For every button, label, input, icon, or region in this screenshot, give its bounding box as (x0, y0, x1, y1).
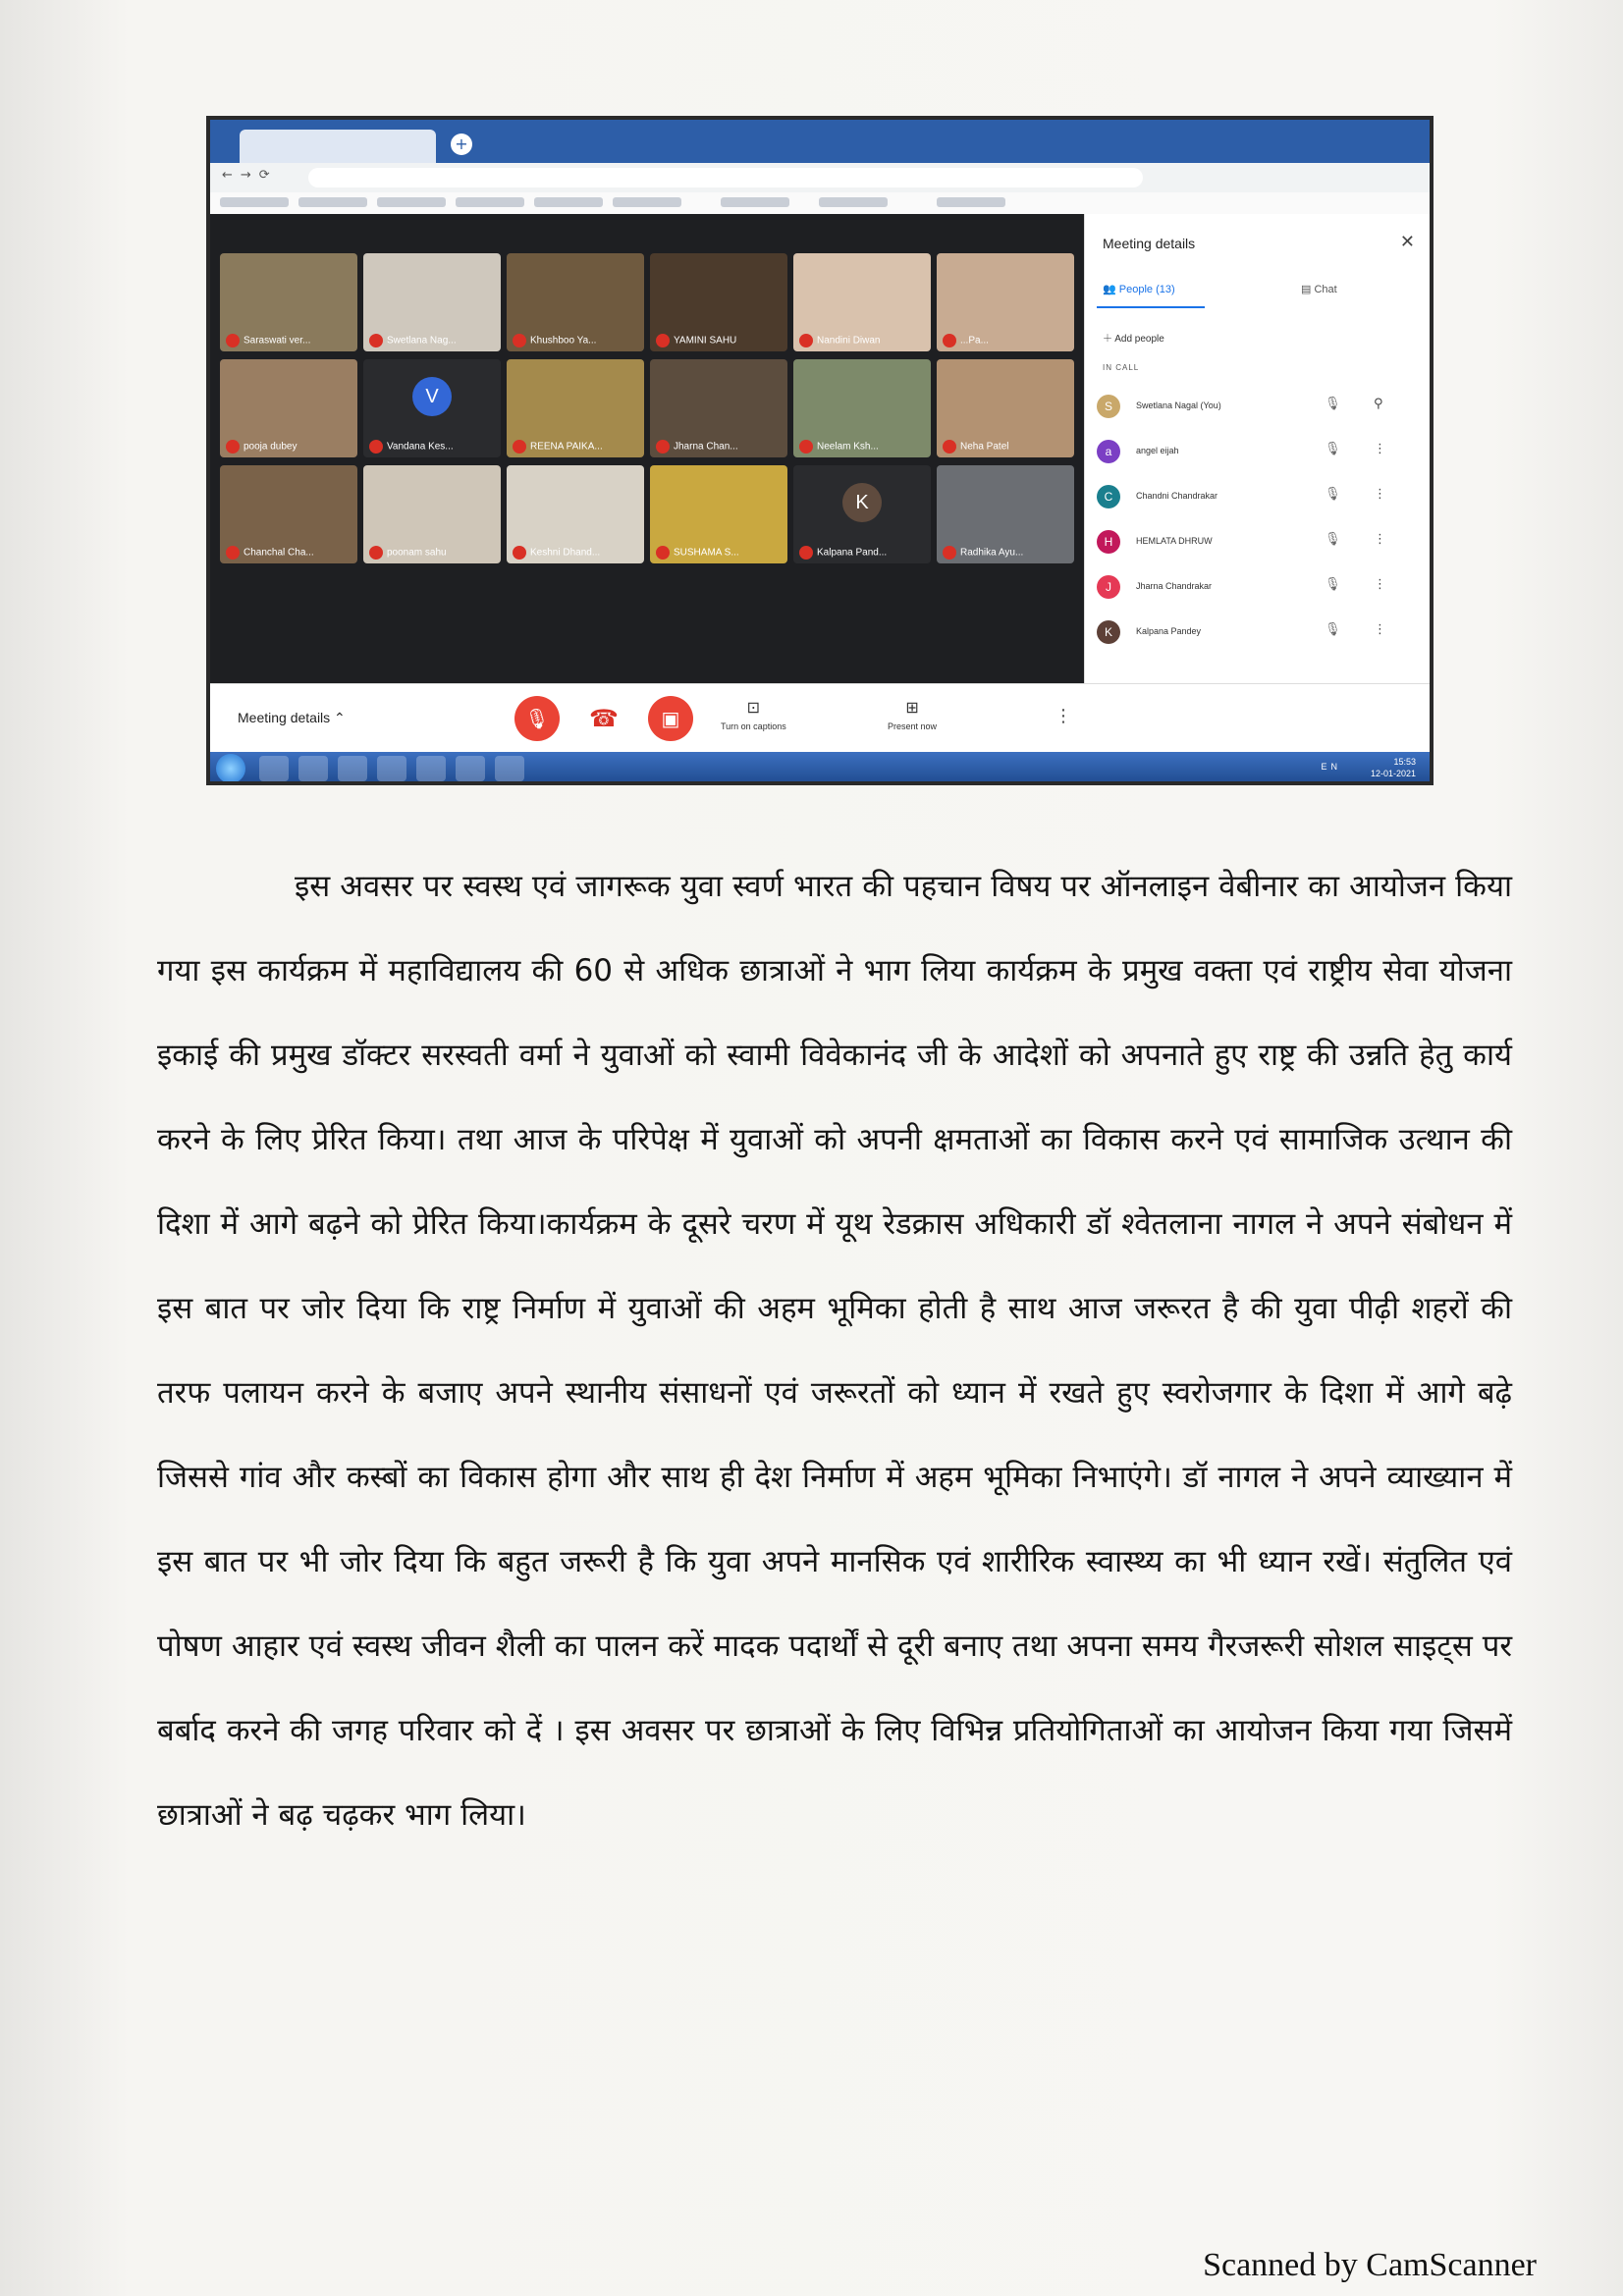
captions-button (721, 698, 786, 731)
meeting-details-label: Meeting details (238, 710, 331, 725)
avatar: J (1097, 575, 1120, 599)
video-tile (650, 465, 787, 563)
address-bar (210, 163, 1430, 193)
mic-muted-icon (513, 440, 526, 454)
mic-muted-icon (369, 334, 383, 347)
tile-name (513, 546, 600, 560)
pin-icon: ⚲ (1374, 397, 1383, 411)
video-tile (220, 359, 357, 457)
avatar: H (1097, 530, 1120, 554)
participant-name: HEMLATA DHRUW (1136, 536, 1213, 546)
mic-muted-icon: 🎙 (1325, 532, 1341, 547)
mic-muted-icon (656, 440, 670, 454)
video-tile (937, 359, 1074, 457)
more-options-icon: ⋮ (1374, 442, 1386, 456)
more-options-icon: ⋮ (1374, 622, 1386, 637)
video-tile (220, 465, 357, 563)
taskbar-app-icon (298, 756, 328, 781)
video-tile (363, 359, 501, 457)
participant-name: Swetlana Nagal (You) (1136, 400, 1221, 410)
video-tile (793, 465, 931, 563)
tile-name-label: poonam sahu (387, 547, 447, 559)
present-icon: ⊞ (905, 700, 919, 717)
participant-row (1097, 573, 1421, 603)
tab-people: 👥 People (13) (1103, 284, 1175, 295)
tile-name-label: Jharna Chan... (674, 441, 738, 453)
avatar: C (1097, 485, 1120, 508)
avatar: S (1097, 395, 1120, 418)
tile-name-label: Radhika Ayu... (960, 547, 1024, 559)
video-tile (220, 253, 357, 351)
participant-row (1097, 393, 1421, 422)
meet-screenshot (206, 116, 1434, 785)
camscanner-watermark: Scanned by CamScanner (1203, 2247, 1537, 2283)
video-tile (937, 253, 1074, 351)
tab-indicator (1097, 306, 1205, 308)
tile-name (513, 440, 603, 454)
tile-name-label: pooja dubey (243, 441, 298, 453)
taskbar-app-icon (377, 756, 406, 781)
avatar: K (842, 483, 882, 522)
tile-name (656, 334, 736, 347)
bookmark (534, 197, 603, 207)
mic-off-icon: 🎙 (514, 696, 560, 741)
mic-muted-icon (513, 546, 526, 560)
tile-name-label: ...Pa... (960, 335, 989, 347)
bookmark (220, 197, 289, 207)
more-options-icon: ⋮ (1374, 487, 1386, 502)
tile-name-label: Neha Patel (960, 441, 1009, 453)
mic-muted-icon (799, 546, 813, 560)
tile-name-label: Saraswati ver... (243, 335, 311, 347)
mic-muted-icon (513, 334, 526, 347)
taskbar-app-icon (338, 756, 367, 781)
mic-muted-icon (369, 440, 383, 454)
participant-row (1097, 618, 1421, 648)
browser-tab-bar (210, 120, 1430, 163)
mic-muted-icon (369, 546, 383, 560)
tile-name-label: REENA PAIKA... (530, 441, 603, 453)
mic-muted-icon (226, 546, 240, 560)
tile-name (513, 334, 596, 347)
new-tab-icon: + (451, 133, 472, 155)
video-tile (650, 253, 787, 351)
bookmark (377, 197, 446, 207)
meeting-details-panel (1084, 214, 1431, 683)
captions-icon: ⊡ (746, 700, 761, 717)
mic-muted-icon: 🎙 (1325, 487, 1341, 502)
mic-muted-icon: 🎙 (1325, 577, 1341, 592)
tile-name (943, 334, 989, 347)
video-tile (937, 465, 1074, 563)
tile-name-label: Khushboo Ya... (530, 335, 597, 347)
tile-name (656, 440, 738, 454)
mic-muted-icon (943, 546, 956, 560)
video-tile (650, 359, 787, 457)
participant-name: Kalpana Pandey (1136, 626, 1202, 636)
tile-name (943, 440, 1008, 454)
tab-people-label: People (13) (1118, 284, 1175, 295)
tile-name-label: Kalpana Pand... (817, 547, 888, 559)
participant-name: Jharna Chandrakar (1136, 581, 1213, 591)
participant-name: Chandni Chandrakar (1136, 491, 1218, 501)
avatar: a (1097, 440, 1120, 463)
tile-name (369, 546, 447, 560)
clock-time: 15:53 (1393, 757, 1416, 767)
windows-taskbar (210, 752, 1430, 785)
mic-muted-icon (799, 334, 813, 347)
video-tile (507, 253, 644, 351)
taskbar-app-icon (456, 756, 485, 781)
tile-name (943, 546, 1023, 560)
system-tray: EN (1321, 762, 1341, 772)
video-tile (793, 253, 931, 351)
tile-name (369, 440, 454, 454)
clock-date: 12-01-2021 (1370, 769, 1416, 778)
panel-title: Meeting details (1103, 236, 1196, 251)
tile-name-label: Nandini Diwan (817, 335, 881, 347)
tile-name-label: Chanchal Cha... (243, 547, 314, 559)
close-icon: ✕ (1399, 232, 1415, 252)
more-options-icon: ⋮ (1055, 706, 1072, 726)
meeting-controls (210, 683, 1430, 753)
taskbar-clock (1371, 756, 1416, 779)
tile-name (226, 546, 314, 560)
mic-muted-icon (943, 440, 956, 454)
present-label: Present now (888, 721, 938, 731)
bookmark (721, 197, 789, 207)
add-people-label: Add people (1114, 334, 1164, 345)
bookmark (298, 197, 367, 207)
mic-muted-icon (656, 334, 670, 347)
start-orb-icon (216, 754, 245, 783)
article-body (157, 844, 1512, 1857)
taskbar-app-icon (495, 756, 524, 781)
tile-name (799, 334, 880, 347)
tile-name-label: Swetlana Nag... (387, 335, 457, 347)
mic-muted-icon: 🎙 (1325, 442, 1341, 456)
taskbar-app-icon (416, 756, 446, 781)
tile-name (656, 546, 739, 560)
avatar: V (412, 377, 452, 416)
add-people-button: ＋ Add people (1103, 334, 1164, 345)
mic-muted-icon (226, 440, 240, 454)
video-grid (210, 214, 1084, 683)
video-tile (507, 465, 644, 563)
more-options-icon: ⋮ (1374, 532, 1386, 547)
bookmark (456, 197, 524, 207)
tile-name-label: Vandana Kes... (387, 441, 454, 453)
mic-muted-icon (799, 440, 813, 454)
meeting-details-button: Meeting details ⌃ (238, 710, 346, 725)
in-call-label: IN CALL (1103, 363, 1140, 372)
bookmarks-bar (210, 192, 1430, 215)
video-tile (363, 465, 501, 563)
tile-name-label: SUSHAMA S... (674, 547, 739, 559)
camera-off-icon: ▣ (648, 696, 693, 741)
url-field (308, 168, 1143, 187)
bookmark (819, 197, 888, 207)
article-paragraph: इस अवसर पर स्वस्थ एवं जागरूक युवा स्वर्ण भारत की पहचान विषय पर ऑनलाइन वेबीनार का आयोजन किया गया इस कार्यक्रम में महाविद्यालय की 60 से अधिक छात्राओं ने भाग लिया कार्यक्रम के प्रमुख वक्ता एवं राष्ट्रीय सेवा योजना इकाई की प्रमुख डॉक्टर सरस्वती वर्मा ने युवाओं को स्वामी विवेकानंद जी के आदेशों को अपनाते हुए राष्ट्र की उन्नति हेतु कार्य करने के लिए प्रेरित किया। तथा आज के परिपेक्ष में युवाओं को अपनी क्षमताओं का विकास करने एवं सामाजिक उत्थान की दिशा में आगे बढ़ने को प्रेरित किया।कार्यक्रम के दूसरे चरण में यूथ रेडक्रास अधिकारी डॉ श्वेतलाना नागल ने अपने संबोधन में इस बात पर जोर दिया कि राष्ट्र निर्माण में युवाओं की अहम भूमिका होती है साथ आज जरूरत है की युवा पीढ़ी शहरों की तरफ पलायन करने के बजाए अपने स्थानीय संसाधनों एवं जरूरतों को ध्यान में रखते हुए स्वरोजगार के दिशा में आगे बढ़े जिससे गांव और कस्बों का विकास होगा और साथ ही देश निर्माण में अहम भूमिका निभाएंगे। डॉ नागल ने अपने व्याख्यान में इस बात पर भी जोर दिया कि बहुत जरूरी है कि युवा अपने मानसिक एवं शारीरिक स्वास्थ्य का भी ध्यान रखें। संतुलित एवं पोषण आहार एवं स्वस्थ जीवन शैली का पालन करें मादक पदार्थों से दूरी बनाए तथा अपना समय गैरजरूरी सोशल साइट्स पर बर्बाद करने की जगह परिवार को दें । इस अवसर पर छात्राओं के लिए विभिन्न प्रतियोगिताओं का आयोजन किया गया जिसमें छात्राओं ने बढ़ चढ़कर भाग लिया। (157, 869, 1512, 1833)
participant-row (1097, 438, 1421, 467)
tile-name-label: Keshni Dhand... (530, 547, 601, 559)
captions-label: Turn on captions (721, 721, 786, 731)
mic-muted-icon (226, 334, 240, 347)
video-tile (363, 253, 501, 351)
video-tile (507, 359, 644, 457)
taskbar-app-icon (259, 756, 289, 781)
video-tile (793, 359, 931, 457)
hang-up-icon: ☎ (581, 696, 626, 741)
tile-name-label: YAMINI SAHU (674, 335, 737, 347)
tile-name (226, 334, 310, 347)
mic-muted-icon: 🎙 (1325, 622, 1341, 637)
mic-muted-icon: 🎙 (1325, 397, 1341, 411)
tab-chat-label: Chat (1314, 284, 1337, 295)
more-options-icon: ⋮ (1374, 577, 1386, 592)
tile-name (799, 546, 887, 560)
avatar: K (1097, 620, 1120, 644)
participant-row (1097, 528, 1421, 558)
bookmark (613, 197, 681, 207)
tile-name-label: Neelam Ksh... (817, 441, 879, 453)
tile-name (226, 440, 298, 454)
tile-name (369, 334, 457, 347)
tab-chat: ▤ Chat (1301, 284, 1337, 295)
browser-tab (240, 130, 436, 163)
bookmark (937, 197, 1005, 207)
mic-muted-icon (943, 334, 956, 347)
mic-muted-icon (656, 546, 670, 560)
present-button (888, 698, 937, 731)
participant-name: angel eijah (1136, 446, 1179, 455)
nav-arrows-icon: ←→⟳ (222, 168, 278, 183)
tile-name (799, 440, 879, 454)
participant-row (1097, 483, 1421, 512)
